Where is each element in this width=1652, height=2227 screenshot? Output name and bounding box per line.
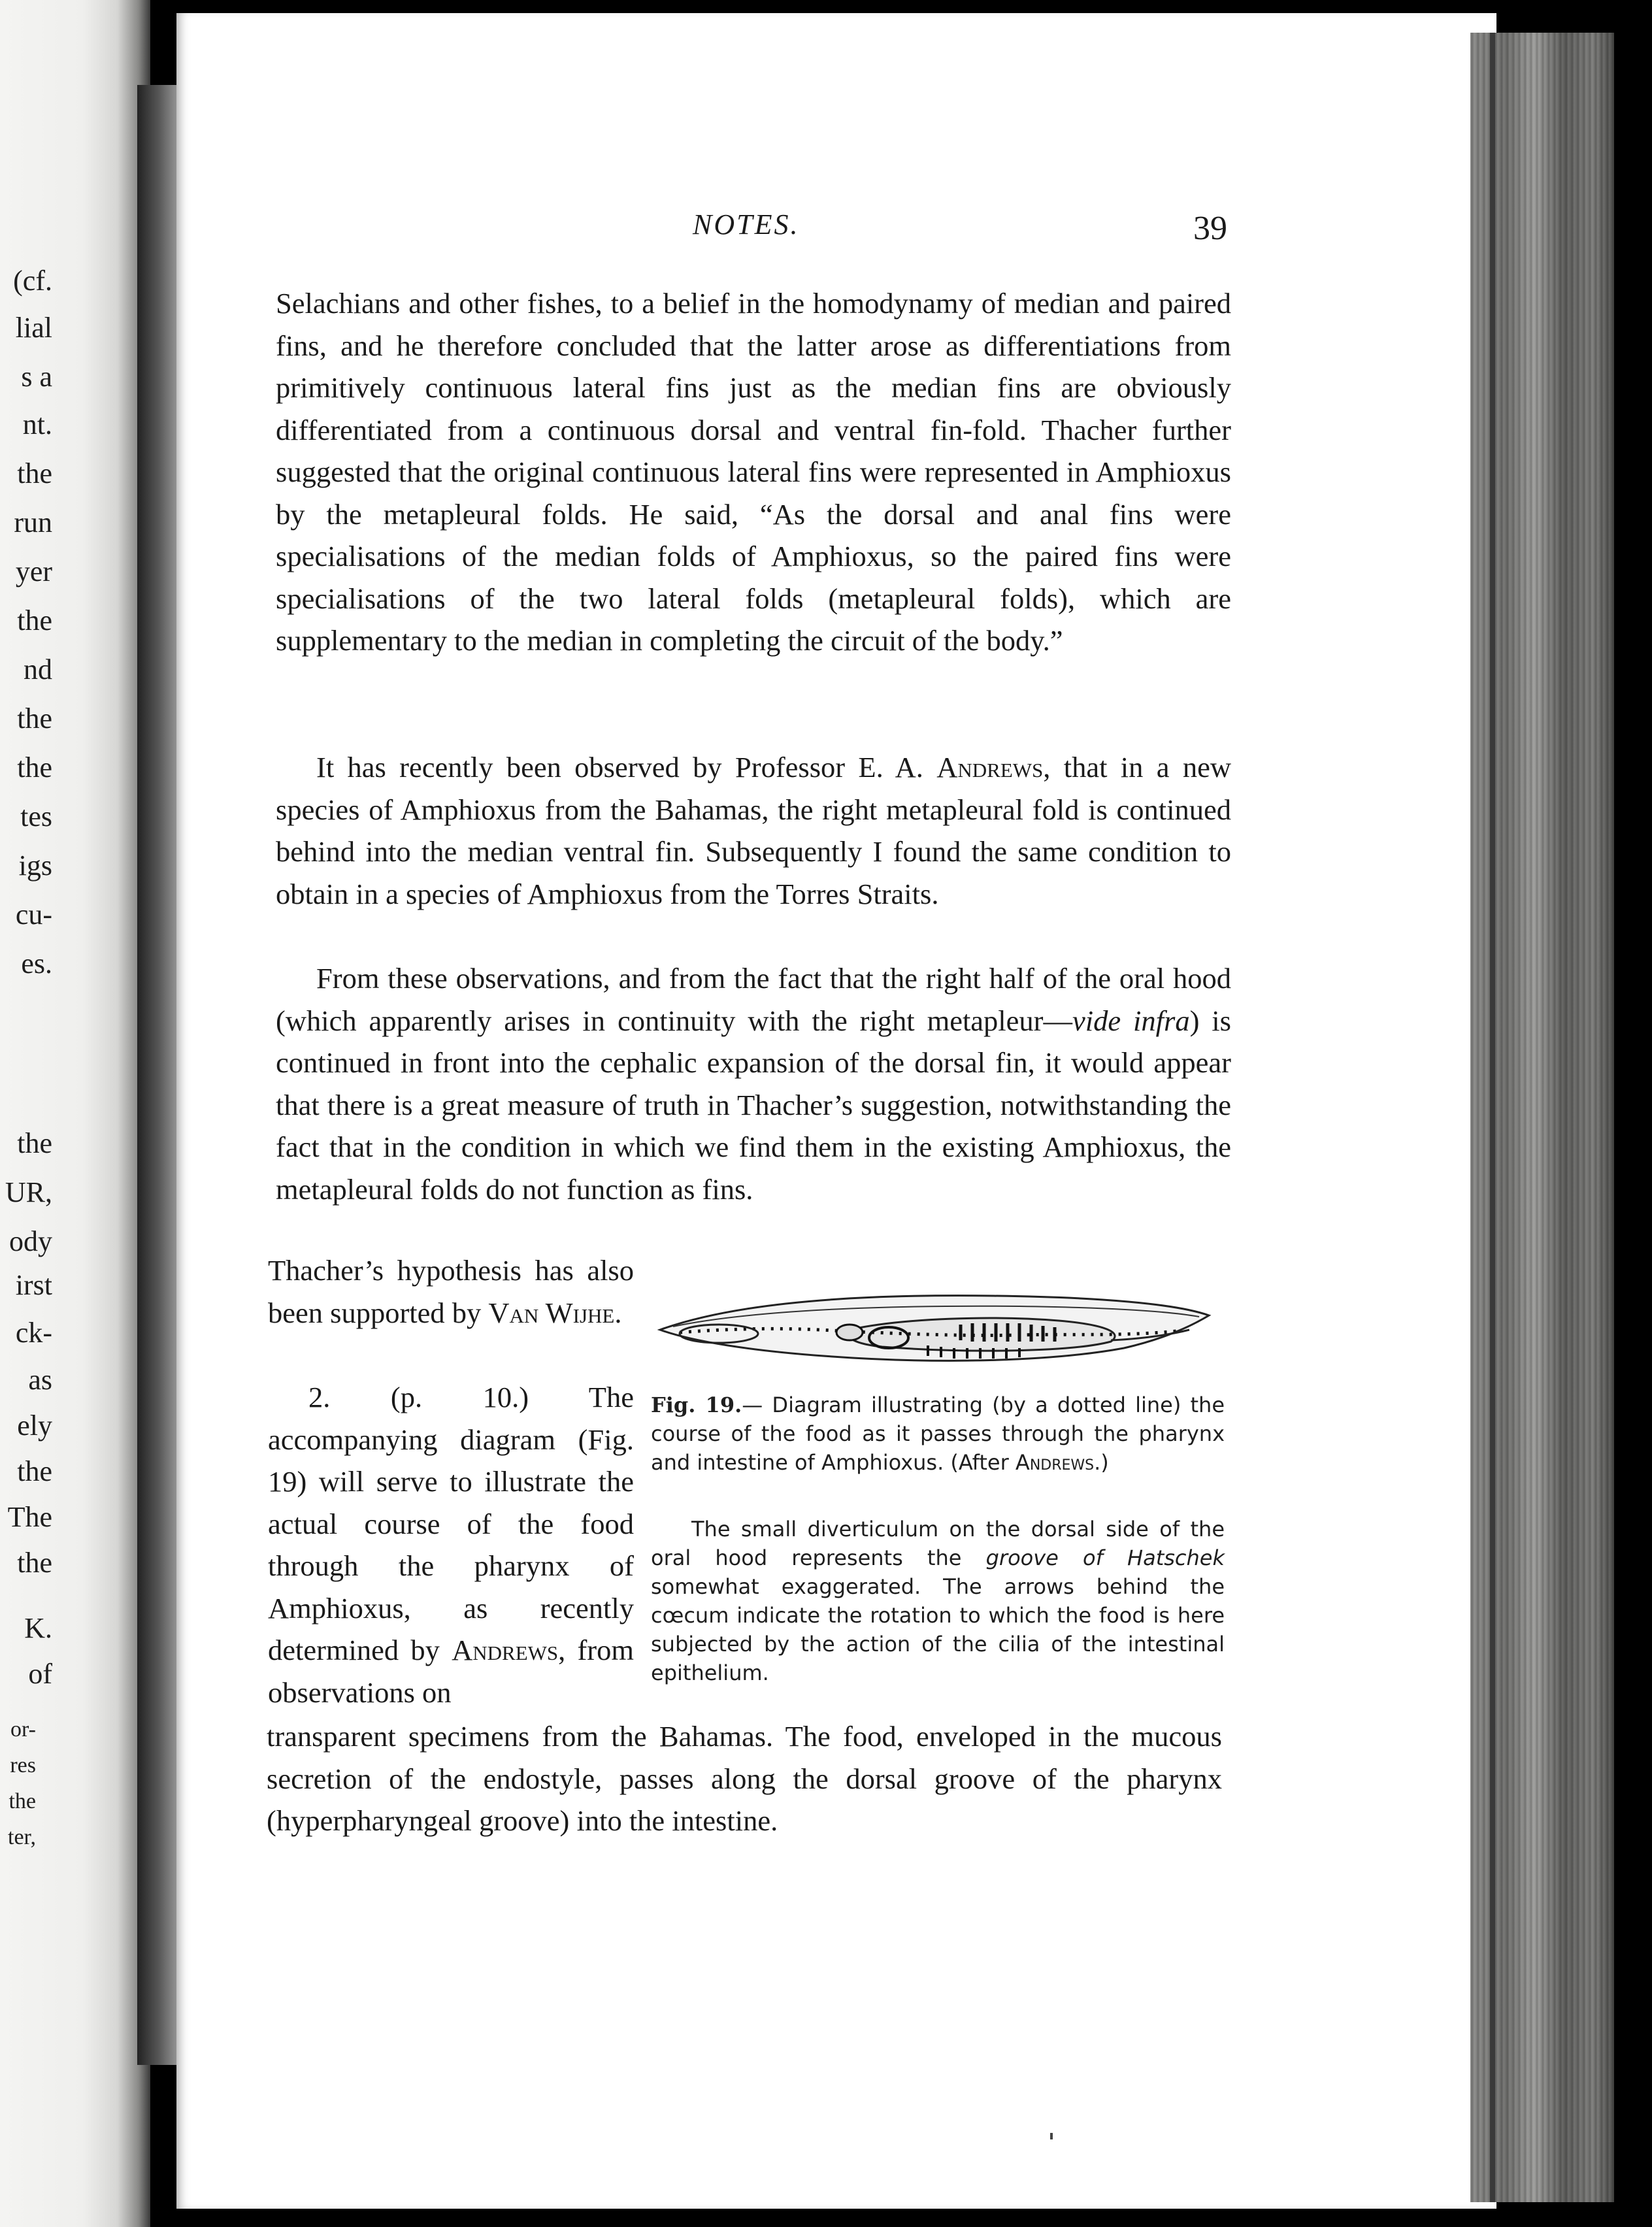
facing-page-fragment: The — [7, 1501, 52, 1533]
figure-caption-author: Andrews — [1015, 1450, 1095, 1475]
page-edge-shadow — [1490, 33, 1495, 2202]
figure-label: Fig. 19. — [651, 1393, 742, 1417]
facing-page-fragment: yer — [15, 555, 52, 587]
paragraph-4 — [268, 1249, 634, 1334]
amphioxus-diagram — [653, 1291, 1215, 1369]
vide-infra: vide infra — [1072, 1004, 1190, 1037]
paragraph-1: Selachians and other fishes, to a belief in the homodynamy of median and paired fins, and he therefore concluded that the latter arose as differentiations from primitively continuous lateral fins just as the median fins are obviously differentiated from a continuous dorsal and ventral fin-fold. Thacher further suggested that the original continuous lateral fins were represented in Amphioxus by the metapleural folds. He said, “As the dorsal and anal fins were specialisations of the median folds of Amphioxus, so the paired fins were specialisations of the two lateral folds (metapleural folds), which are supplementary to the median in completing the circuit of the body.” — [276, 287, 1231, 657]
running-head: NOTES. — [693, 208, 800, 240]
paragraph-2 — [276, 746, 1231, 915]
facing-page-fragment: as — [28, 1364, 52, 1396]
paragraph-3 — [276, 957, 1231, 1210]
paragraph-3-text: From these observations, and from the fact that the right half of the oral hood (which apparently arises in continuity with the right metapleur— — [276, 962, 1231, 1037]
facing-page-fragment: the — [8, 1789, 36, 1813]
facing-page-fragment: (cf. — [13, 265, 52, 297]
facing-page-fragment: run — [14, 506, 52, 538]
facing-page-fragment: s a — [21, 361, 52, 393]
figure-caption — [651, 1391, 1225, 1477]
paragraph-3-text-cont: ) is continued in front into the cephalic expansion of the dorsal fin, it would appear that there is a great measure of truth in Thacher’s suggestion, notwithstanding the fact that in the condition in which we find them in the existing Amphioxus, the metapleural folds do not function as fins. — [276, 1004, 1231, 1206]
paragraph-2-text: It has recently been observed by Professor E. A. — [316, 751, 937, 784]
paragraph-5 — [268, 1376, 634, 1713]
facing-page-fragment: the — [17, 604, 52, 636]
facing-page-fragment: UR, — [5, 1176, 52, 1208]
author-name-van-wijhe: Van Wijhe — [488, 1296, 615, 1329]
paragraph-5-text: 2. (p. 10.) The accompanying diagram (Fig. 19) will serve to illustrate the actual course of the food through the pharynx of Amphioxus, as recently determined by — [268, 1381, 634, 1666]
facing-page-fragment: nt. — [22, 408, 52, 440]
facing-page-fragment: K. — [24, 1612, 52, 1644]
facing-page-fragment: the — [17, 1455, 52, 1487]
figure-note-text: The small diverticulum on the dorsal side of the oral hood represents the — [651, 1517, 1225, 1570]
facing-page-fragment: or- — [10, 1717, 36, 1741]
facing-page-fragment: irst — [15, 1269, 52, 1301]
facing-page-fragment: ody — [9, 1225, 52, 1257]
facing-page-fragment: nd — [24, 653, 52, 685]
author-name-andrews: Andrews — [936, 751, 1044, 784]
page-number: 39 — [1193, 210, 1227, 247]
facing-page-edge — [0, 0, 150, 2227]
facing-page-fragment: cu- — [15, 899, 52, 931]
scan-speck — [1050, 2133, 1053, 2139]
facing-page-fragment: ck- — [15, 1317, 52, 1349]
author-name-andrews-2: Andrews — [452, 1634, 559, 1666]
paragraph-4-text: Thacher’s hypothesis has also been supported by — [268, 1254, 634, 1329]
facing-page-fragment: the — [17, 702, 52, 734]
facing-page-fragment: the — [17, 457, 52, 489]
paragraph-2-text-cont: , that in a new species of Amphioxus from the Bahamas, the right metapleural fold is continued behind into the median ventral fin. Subsequently I found the same condition to obtain in a species of Amphioxus from the Torres Straits. — [276, 751, 1231, 910]
figure-note — [651, 1515, 1225, 1687]
facing-page-fragment: the — [17, 1547, 52, 1579]
facing-page-fragment: ely — [17, 1410, 52, 1442]
figure-caption-end: .) — [1094, 1450, 1109, 1475]
facing-page-fragment: tes — [20, 800, 52, 833]
facing-page-fragment: the — [17, 751, 52, 784]
paragraph-4-end: . — [614, 1296, 622, 1329]
facing-page-fragment: es. — [21, 948, 52, 980]
facing-page-fragment: igs — [18, 850, 52, 882]
figure-note-text-cont: somewhat exaggerated. The arrows behind the cœcum indicate the rotation to which the food is here subjected by the action of the cilia of the intestinal epithelium. — [651, 1574, 1225, 1685]
paragraph-5-text-cont: , from observations on — [268, 1634, 634, 1709]
groove-of-hatschek: groove of Hatschek — [985, 1545, 1225, 1570]
paragraph-6: transparent specimens from the Bahamas. The food, enveloped in the mucous secretion of the endostyle, passes along the dorsal groove of the pharynx (hyperpharyngeal groove) into the intestine. — [267, 1720, 1222, 1837]
facing-page-fragment: ter, — [8, 1825, 36, 1849]
facing-page-fragment: res — [10, 1753, 36, 1777]
facing-page-fragment: the — [17, 1127, 52, 1159]
facing-page-fragment: lial — [15, 312, 52, 344]
velum — [836, 1325, 863, 1340]
facing-page-fragment: of — [28, 1658, 52, 1690]
figure-caption-text: — Diagram illustrating (by a dotted line) the course of the food as it passes through the pharynx and intestine of Amphioxus. (After — [651, 1393, 1225, 1475]
